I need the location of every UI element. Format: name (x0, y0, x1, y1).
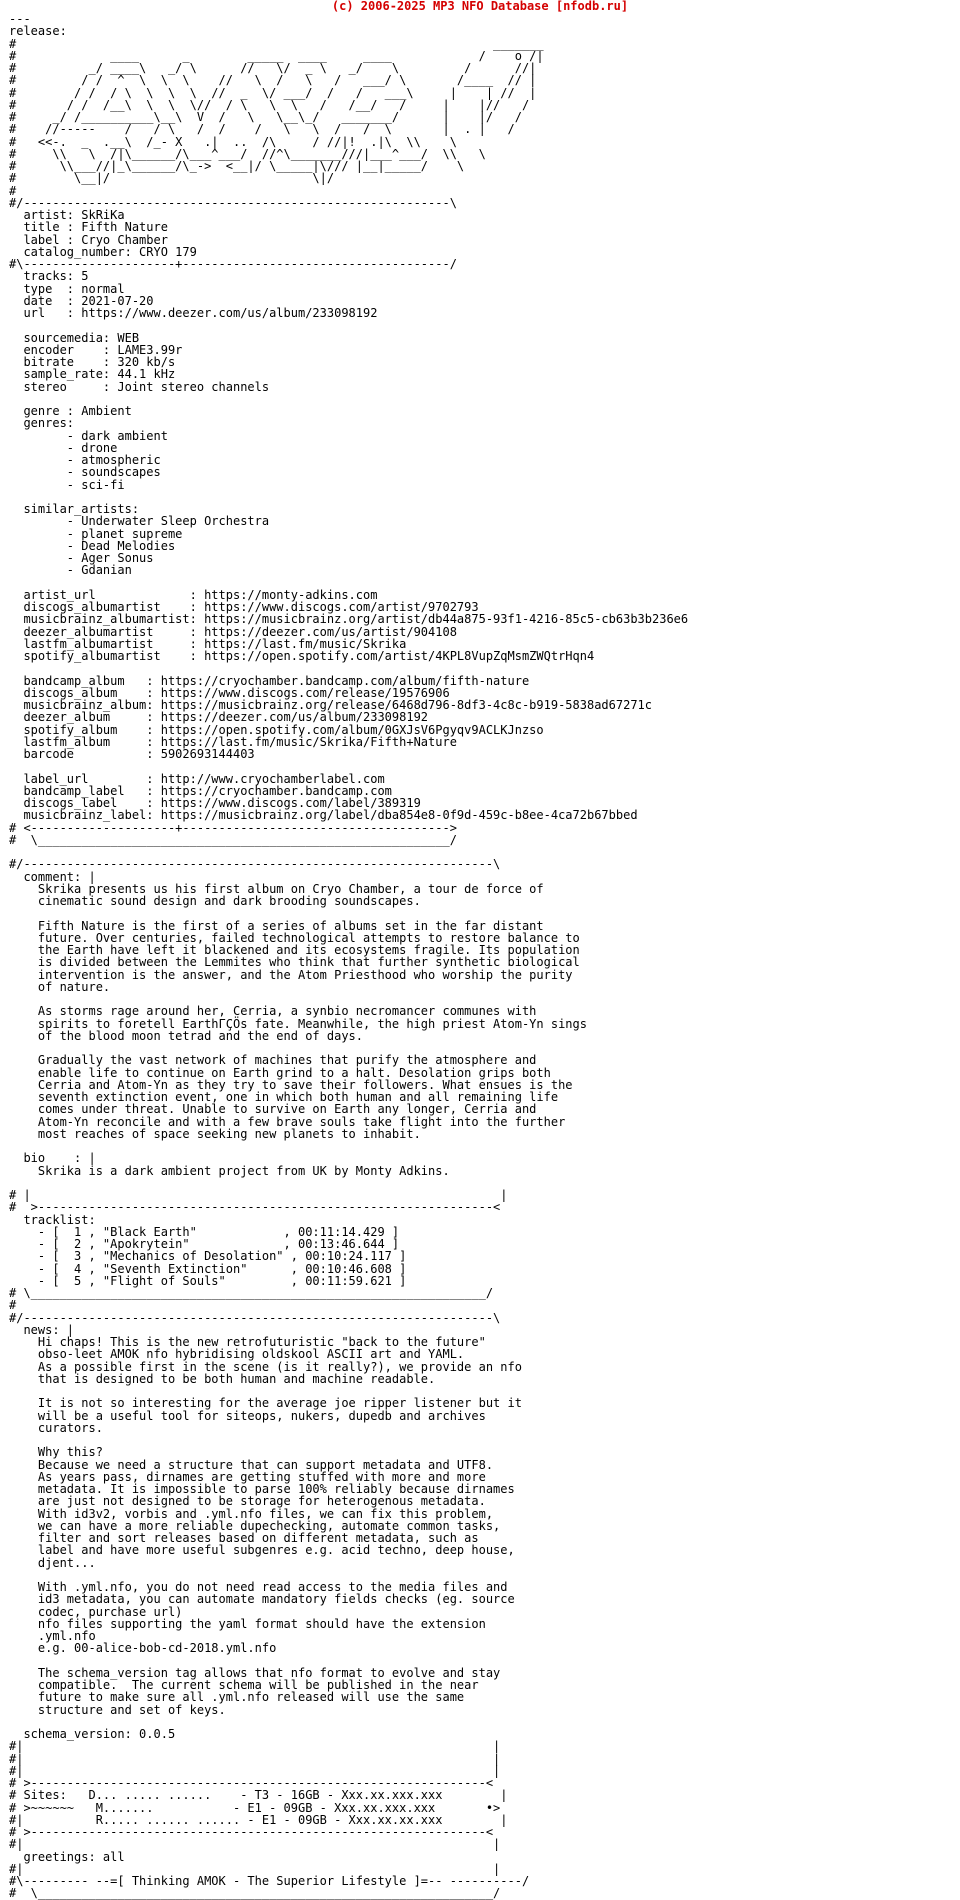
nfo-line: - [ 3 , "Mechanics of Desolation" , 00:10:24.117 ] (9, 1249, 407, 1264)
nfo-line: musicbrainz_label: https://musicbrainz.org/label/dba854e8-0f9d-459c-b8ee-4ca72b67bbed (9, 808, 638, 823)
nfo-line (9, 1434, 688, 1446)
nfo-line: #| R..... ...... ...... - E1 - 09GB - Xxx.xx.xx.xxx | (9, 1812, 508, 1827)
nfo-line: #| | (9, 1739, 501, 1754)
nfo-line: .yml.nfo (9, 1629, 96, 1643)
nfo-line: # \_________________________________________________________/ (9, 832, 457, 847)
nfo-line: - Gdanian (9, 563, 132, 578)
nfo-line: # >---------------------------------------------------------------< (9, 1200, 501, 1215)
nfo-line: #| | (9, 1763, 501, 1778)
nfo-line: release: (9, 24, 67, 39)
nfo-line: of the blood moon tetrad and the end of days. (9, 1028, 364, 1043)
nfo-line: - [ 5 , "Flight of Souls" , 00:11:59.621 ] (9, 1273, 407, 1288)
nfo-line: # / / ^ \ \ \ // \ / \ / ___/ \ /____ // | (9, 73, 537, 88)
nfo-line: id3 metadata, you can automate mandatory fields checks (eg. source (9, 1592, 515, 1607)
nfo-line: intervention is the answer, and the Atom Priesthood who worship the purity (9, 967, 573, 982)
nfo-line: # >---------------------------------------------------------------< (9, 1776, 494, 1790)
nfo-text (9, 13, 688, 1900)
nfo-line (9, 1655, 688, 1667)
nfo-line: lastfm_album : https://last.fm/music/Skrika/Fifth+Nature (9, 734, 457, 749)
nfo-line: cinematic sound design and dark brooding soundscapes. (9, 894, 421, 908)
nfo-line: url : https://www.deezer.com/us/album/233098192 (9, 306, 378, 320)
nfo-line (9, 760, 688, 772)
nfo-line: genre : Ambient (9, 404, 132, 418)
nfo-line: As years pass, dirnames are getting stuffed with more and more (9, 1469, 486, 1484)
nfo-line: # \_______________________________________________________________/ (9, 1886, 501, 1900)
nfo-line: e.g. 00-alice-bob-cd-2018.yml.nfo (9, 1641, 277, 1656)
nfo-line: encoder : LAME3.99r (9, 342, 183, 357)
nfo-line: #\--------- --=[ Thinking AMOK - The Superior Lifestyle ]=-- ----------/ (9, 1874, 530, 1888)
nfo-line: # (9, 1298, 17, 1313)
nfo-line: # Sites: D... ..... ...... - T3 - 16GB - Xxx.xx.xxx.xxx | (9, 1788, 508, 1803)
nfo-line: discogs_albumartist : https://www.discogs.com/artist/9702793 (9, 600, 479, 614)
nfo-line: #/-----------------------------------------------------------------\ (9, 1310, 501, 1325)
nfo-line: deezer_albumartist : https://deezer.com/us/artist/904108 (9, 624, 457, 639)
nfo-line: Hi chaps! This is the new retrofuturistic "back to the future" (9, 1335, 486, 1349)
nfo-line: enable life to continue on Earth grind to a halt. Desolation grips both (9, 1065, 551, 1080)
nfo-line: # \__|/ \|/ (9, 171, 335, 186)
nfo-line: # / / /__\ \ \ \// / \ \ \ / /__/ / | |// / (9, 97, 530, 112)
nfo-line: date : 2021-07-20 (9, 293, 154, 308)
nfo-line: artist_url : https://monty-adkins.com (9, 587, 378, 602)
nfo-line: #\---------------------+-------------------------------------/ (9, 257, 457, 271)
nfo-line: # <--------------------+-------------------------------------> (9, 820, 457, 835)
nfo-line: As storms rage around her, Cerria, a synbio necromancer communes with (9, 1004, 537, 1019)
nfo-line: - drone (9, 440, 118, 455)
nfo-line: genres: (9, 416, 75, 431)
nfo-line: bio : | (9, 1151, 96, 1166)
nfo-line: # //----- / / \ / / / \ \ / / \ | . | / (9, 122, 515, 137)
nfodb-banner: (c) 2006-2025 MP3 NFO Database [nfodb.ru] (331, 0, 629, 13)
nfo-line: deezer_album : https://deezer.com/us/album/233098192 (9, 710, 429, 725)
nfo-line: title : Fifth Nature (9, 220, 168, 235)
nfo-line: greetings: all (9, 1849, 125, 1864)
nfo-line: It is not so interesting for the average joe ripper listener but it (9, 1396, 522, 1411)
nfo-line: Cerria and Atom-Yn as they try to save their followers. What ensues is the (9, 1077, 573, 1092)
nfo-line: - [ 2 , "Apokrytein" , 00:13:46.644 ] (9, 1237, 400, 1251)
nfo-line: djent... (9, 1555, 96, 1570)
nfo-line: - planet supreme (9, 526, 183, 541)
nfo-line: As a possible first in the scene (is it really?), we provide an nfo (9, 1359, 522, 1374)
nfo-line: schema_version: 0.0.5 (9, 1727, 176, 1741)
nfo-line: future to make sure all .yml.nfo released will use the same (9, 1690, 465, 1705)
nfo-line: most reaches of space seeking new planets to inhabit. (9, 1126, 421, 1141)
nfo-line: --- (9, 12, 31, 26)
nfo-line: label : Cryo Chamber (9, 232, 168, 247)
nfo-line: are just not designed to be storage for heterogenous metadata. (9, 1494, 486, 1509)
nfo-line: With .yml.nfo, you do not need read access to the media files and (9, 1580, 508, 1594)
nfo-line: compatible. The current schema will be published in the near (9, 1678, 479, 1692)
nfo-line: #| | (9, 1751, 501, 1766)
nfo-line: metadata. It is impossible to parse 100% reliably because dirnames (9, 1482, 515, 1496)
nfo-line: sample_rate: 44.1 kHz (9, 367, 176, 382)
nfo-line: #/-----------------------------------------------------------------\ (9, 857, 501, 872)
nfo-line: # _/ /__________\__\ V / \ \__\_/ _______/ | |/ / (9, 110, 522, 124)
nfo-line: structure and set of keys. (9, 1702, 226, 1717)
nfo-line: # \_______________________________________________________________/ (9, 1286, 494, 1300)
nfo-line: bitrate : 320 kb/s (9, 355, 176, 369)
nfo-line: spotify_albumartist : https://open.spotify.com/artist/4KPL8VupZqMsmZWQtrHqn4 (9, 649, 595, 663)
nfo-line: discogs_label : https://www.discogs.com/label/389319 (9, 796, 421, 810)
nfo-line: comes under threat. Unable to survive on Earth any longer, Cerria and (9, 1102, 537, 1117)
nfo-line: Fifth Nature is the first of a series of albums set in the far distant (9, 918, 544, 933)
nfo-line: Atom-Yn reconcile and with a few brave souls take flight into the further (9, 1114, 566, 1129)
nfo-line: # ____ _ _____ ____ ____ / o /| (9, 48, 544, 63)
nfo-line: # | | (9, 1188, 508, 1202)
nfo-line: - Underwater Sleep Orchestra (9, 514, 270, 529)
nfo-line: #| | (9, 1861, 501, 1876)
nfo-line: artist: SkRiKa (9, 208, 125, 222)
nfo-line: catalog_number: CRYO 179 (9, 244, 197, 259)
nfo-line (9, 1140, 688, 1152)
nfo-line: filter and sort releases based on different metadata, such as (9, 1531, 479, 1545)
nfo-line (9, 907, 688, 919)
nfo-line: of nature. (9, 979, 111, 994)
nfo-line: bandcamp_album : https://cryochamber.bandcamp.com/album/fifth-nature (9, 673, 530, 688)
nfo-line: we can have a more reliable dupechecking, automate common tasks, (9, 1518, 501, 1533)
nfo-line: Why this? (9, 1445, 103, 1460)
nfo-line: - [ 4 , "Seventh Extinction" , 00:10:46.608 ] (9, 1261, 407, 1276)
nfo-line: nfo files supporting the yaml format should have the extension (9, 1616, 486, 1631)
nfo-line: musicbrainz_albumartist: https://musicbrainz.org/artist/db44a875-93f1-4216-85c5-cb63b3b236e6 (9, 612, 689, 627)
nfo-line: # >---------------------------------------------------------------< (9, 1825, 494, 1839)
nfo-line: type : normal (9, 281, 125, 296)
nfo-line (9, 662, 688, 674)
nfo-line: the Earth have left it blackened and its ecosystems fragile. Its population (9, 943, 580, 957)
nfo-line: - atmospheric (9, 453, 161, 467)
nfo-line: - soundscapes (9, 465, 161, 480)
nfo-line: codec, purchase url) (9, 1604, 183, 1619)
nfo-line: news: | (9, 1322, 75, 1337)
nfo-line: musicbrainz_album: https://musicbrainz.org/release/6468d796-8df3-4c8c-b919-5838ad67271c (9, 698, 652, 712)
nfo-line: # \\ \ /|\______/\___^___/ //^\_______///|___^___/ \\ \ (9, 146, 486, 161)
nfo-line: Skrika is a dark ambient project from UK by Monty Adkins. (9, 1163, 450, 1178)
nfo-line: will be a useful tool for siteops, nukers, dupedb and archives (9, 1408, 486, 1423)
nfo-line: stereo : Joint stereo channels (9, 379, 270, 394)
nfo-line: Skrika presents us his first album on Cryo Chamber, a tour de force of (9, 881, 544, 896)
nfo-line: sourcemedia: WEB (9, 330, 140, 345)
nfo-line: Gradually the vast network of machines that purify the atmosphere and (9, 1053, 537, 1068)
nfo-line: obso-leet AMOK nfo hybridising oldskool ASCII art and YAML. (9, 1347, 465, 1362)
nfo-line: # (9, 183, 17, 198)
nfo-line: With id3v2, vorbis and .yml.nfo files, we can fix this problem, (9, 1506, 494, 1521)
nfo-line: - sci-fi (9, 477, 125, 492)
nfo-line: tracks: 5 (9, 269, 89, 284)
nfo-line: comment: | (9, 869, 96, 884)
nfo-line: spirits to foretell EarthΓÇÖs fate. Meanwhile, the high priest Atom-Yn sings (9, 1016, 587, 1031)
nfo-line: seventh extinction event, one in which both human and all remaining life (9, 1090, 559, 1104)
nfo-line: #| | (9, 1837, 501, 1852)
nfo-line: is divided between the Lemmites who think that further synthetic biological (9, 955, 580, 970)
nfo-line: #/-----------------------------------------------------------\ (9, 195, 457, 210)
nfo-line: # _/ ____\ _/ \ // \/ _ \ _/ \ / //| (9, 61, 537, 75)
nfo-line (9, 319, 688, 331)
nfo-line: discogs_album : https://www.discogs.com/release/19576906 (9, 685, 450, 700)
nfo-line: lastfm_albumartist : https://last.fm/music/Skrika (9, 636, 407, 651)
nfo-line (9, 577, 688, 589)
nfo-line: label and have more useful subgenres e.g. acid techno, deep house, (9, 1543, 515, 1558)
nfo-line: spotify_album : https://open.spotify.com/album/0GXJsV6Pgyqv9ACLKJnzso (9, 722, 544, 737)
nfo-line: - Ager Sonus (9, 551, 154, 565)
nfo-line: The schema_version tag allows that nfo format to evolve and stay (9, 1665, 501, 1680)
nfo-line: Because we need a structure that can support metadata and UTF8. (9, 1457, 494, 1472)
nfo-line: # >~~~~~~ M....... - E1 - 09GB - Xxx.xx.xxx.xxx •> (9, 1800, 501, 1815)
nfo-line: barcode : 5902693144403 (9, 747, 255, 761)
nfo-line: that is designed to be both human and machine readable. (9, 1371, 436, 1386)
nfo-line: similar_artists: (9, 502, 140, 516)
nfo-line: curators. (9, 1420, 103, 1435)
nfo-line: # <<-. _ .__\ /_- X .| .. /\ / //|! .|\ \\ \ (9, 134, 457, 149)
nfo-line: - [ 1 , "Black Earth" , 00:11:14.429 ] (9, 1224, 400, 1239)
nfo-line: bandcamp_label : https://cryochamber.bandcamp.com (9, 783, 392, 798)
nfo-line: - Dead Melodies (9, 538, 176, 553)
nfo-line: # \\___//|_\______/\_-> <__|/ \_____|\/// |__|_____/ \ (9, 159, 465, 173)
nfo-line: tracklist: (9, 1212, 96, 1227)
nfo-line: label_url : http://www.cryochamberlabel.com (9, 771, 385, 786)
nfo-line: # _______ (9, 36, 544, 51)
nfo-line: - dark ambient (9, 428, 168, 443)
nfo-line: future. Over centuries, failed technological attempts to restore balance to (9, 930, 580, 945)
nfo-line: # / / / \ \ \ \ // _ \/ ___/ / / ___\ | | // | (9, 85, 537, 100)
